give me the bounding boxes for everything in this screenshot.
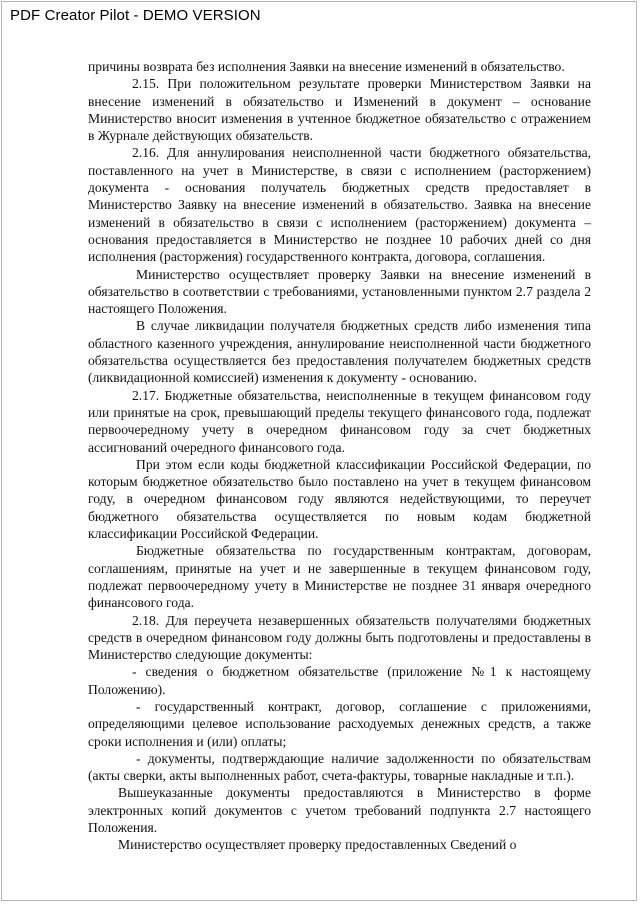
paragraph-2-17: 2.17. Бюджетные обязательства, неисполненные в текущем финансовом году или принятые на срок, превышающий пределы текущего финансового года, подлежат первоочередному учету в очередном финансовом году за счет бюджетных ассигнований очередного финансового года. [88, 387, 591, 455]
paragraph-liquidation: В случае ликвидации получателя бюджетных средств либо изменения типа областного казенного учреждения, аннулирование неисполненной части бюджетного обязательства осуществляется без предоставления получателем бюджетных средств (ликвидационной комиссией) изменения к документу - основанию. [88, 318, 591, 386]
paragraph-2-16: 2.16. Для аннулирования неисполненной части бюджетного обязательства, поставленного на учет в Министерстве, в связи с исполнением (расторжением) документа - основания получатель бюджетных средств предоставляет в Министерство Заявку на внесение изменений в обязательство. Заявка на внесение изменений в обязательство в связи с исполнением (расторжением) документа – основания предоставляется в Министерство не позднее 10 рабочих дней со дня исполнения (расторжения) государственного контракта, договора, соглашения. [88, 145, 591, 265]
paragraph-2-18: 2.18. Для переучета незавершенных обязательств получателями бюджетных средств в очередном финансовом году должны быть подготовлены и предоставлены в Министерство следующие документы: [88, 612, 591, 663]
demo-watermark-banner: PDF Creator Pilot - DEMO VERSION [10, 7, 261, 24]
paragraph-return-reasons: причины возврата без исполнения Заявки на внесение изменений в обязательство. [88, 59, 565, 74]
list-item-debt-documents: - документы, подтверждающие наличие задолженности по обязательствам (акты сверки, акты выполненных работ, счета-фактуры, товарные накладные и т.п.). [88, 750, 591, 784]
list-item-obligation-info: - сведения о бюджетном обязательстве (приложение №1 к настоящему Положению). [88, 664, 591, 697]
paragraph-contracts: Бюджетные обязательства по государственным контрактам, договорам, соглашениям, принятые на учет и не завершенные в текущем финансовом году, подлежат первоочередному учету в Министерстве не позднее 31 января очередного финансового года. [88, 543, 591, 611]
paragraph-budget-codes: При этом если коды бюджетной классификации Российской Федерации, по которым бюджетное обязательство было поставлено на учет в текущем финансовом году, в очередном финансовом году являются недействующими, то переучет бюджетного обязательства осуществляется по новым кодам бюджетной классификации Российской Федерации. [88, 456, 591, 542]
paragraph-electronic-copies: Вышеуказанные документы предоставляются в Министерство в форме электронных копий документов с учетом требований подпункта 2.7 настоящего Положения. [88, 785, 591, 836]
document-body [88, 58, 591, 854]
list-item-contract: - государственный контракт, договор, соглашение с приложениями, определяющими целевое использование расходуемых денежных средств, а также сроки исполнения и (или) оплаты; [88, 698, 591, 749]
paragraph-ministry-check: Министерство осуществляет проверку Заявки на внесение изменений в обязательство в соответствии с требованиями, установленными пунктом 2.7 раздела 2 настоящего Положения. [88, 266, 591, 317]
paragraph-final-check: Министерство осуществляет проверку предоставленных Сведений о [118, 837, 517, 853]
paragraph-2-15: 2.15. При положительном результате проверки Министерством Заявки на внесение изменений в обязательство и Изменений в документ – основание Министерство вносит изменения в учтенное бюджетное обязательство с отражением в Журнале действующих обязательств. [88, 76, 591, 144]
